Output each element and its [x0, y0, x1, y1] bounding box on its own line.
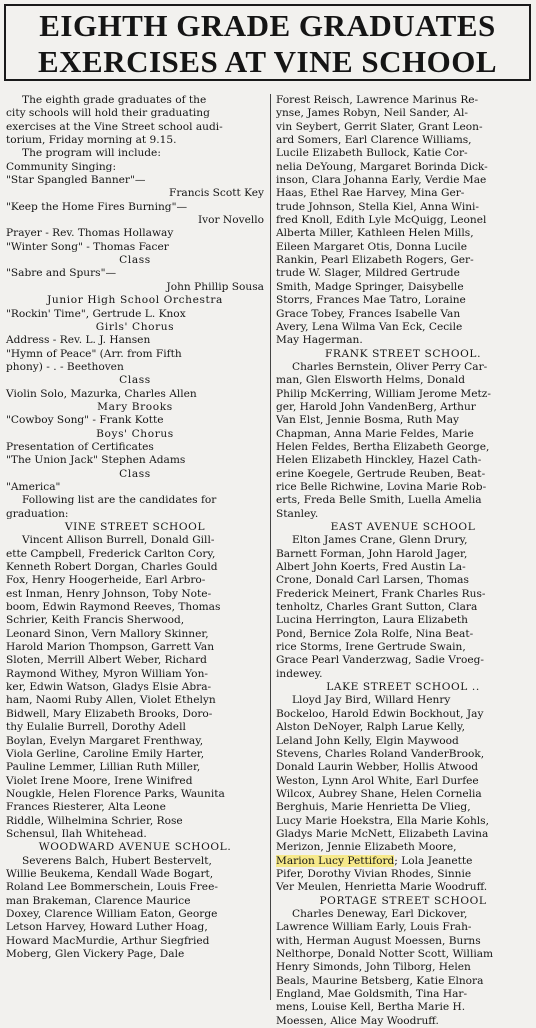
text-line: city schools will hold their graduating — [6, 107, 210, 120]
text-line: "Sabre and Spurs"— — [6, 267, 117, 280]
section-heading: VINE STREET SCHOOL — [64, 521, 206, 533]
text-line: Sloten, Merrill Albert Weber, Richard — [6, 654, 207, 667]
text-line: Frederick Meinert, Frank Charles Rus- — [276, 587, 486, 600]
text-line: Crone, Donald Carl Larsen, Thomas — [276, 574, 469, 587]
text-line: Donald Laurin Webber, Hollis Atwood — [276, 761, 479, 774]
text-line: vin Seybert, Gerrit Slater, Grant Leon- — [276, 120, 483, 133]
text-line: Violet Irene Moore, Irene Winifred — [6, 774, 193, 787]
text-line: Raymond Withey, Myron William Yon- — [6, 667, 208, 680]
text-line: man Brakeman, Clarence Maurice — [6, 894, 191, 907]
text-line: Viola Gerline, Caroline Emily Harter, — [6, 747, 205, 760]
text-line: Frances Riesterer, Alta Leone — [6, 801, 166, 814]
text-line: rice Belle Richwine, Lovina Marie Rob- — [276, 480, 487, 493]
text-line: graduation: — [6, 507, 69, 520]
text-line: The eighth grade graduates of the — [22, 94, 207, 106]
text-line: Doxey, Clarence William Eaton, George — [6, 907, 218, 920]
text-line: Riddle, Wilhelmina Schrier, Rose — [6, 814, 183, 827]
text-line: Fox, Henry Hoogerheide, Earl Arbro- — [6, 574, 206, 587]
text-line: Following list are the candidates for — [22, 494, 217, 507]
text-line: Marion Lucy Pettiford; Lola Jeanette — [276, 854, 473, 867]
text-line: Prayer - Rev. Thomas Hollaway — [6, 227, 174, 240]
text-line: Wilcox, Aubrey Shane, Helen Cornelia — [276, 787, 482, 800]
text-line: Schrier, Keith Francis Sherwood, — [6, 614, 185, 627]
section-heading: WOODWARD AVENUE SCHOOL. — [38, 841, 232, 854]
text-line: Gladys Marie McNett, Elizabeth Lavina — [276, 827, 489, 840]
text-line: rice Storms, Irene Gertrude Swain, — [276, 641, 466, 654]
text-line: Henry Simonds, John Tilborg, Helen — [276, 961, 471, 974]
text-line: Charles Deneway, Earl Dickover, — [292, 907, 468, 920]
text-line: Violin Solo, Mazurka, Charles Allen — [6, 387, 197, 400]
text-line: Kenneth Robert Dorgan, Charles Gould — [6, 561, 218, 574]
text-line: Lucina Herrington, Laura Elizabeth — [276, 614, 468, 627]
section-heading: EAST AVENUE SCHOOL — [330, 521, 476, 533]
section-heading: Class — [119, 254, 151, 267]
section-heading: Class — [119, 467, 151, 480]
text-line: indewey. — [276, 667, 323, 680]
text-line: Moessen, Alice May Woodruff. — [276, 1014, 439, 1027]
text-line: Harold Marion Thompson, Garrett Van — [6, 641, 215, 654]
text-line: Presentation of Certificates — [6, 440, 154, 453]
column-divider — [270, 94, 271, 1000]
text-line: Bockeloo, Harold Edwin Bockhout, Jay — [276, 707, 484, 720]
text-line: Bidwell, Mary Elizabeth Brooks, Doro- — [6, 707, 213, 720]
text-line: Lawrence William Early, Louis Frah- — [276, 921, 472, 934]
text-line: Ver Meulen, Henrietta Marie Woodruff. — [276, 881, 488, 894]
section-heading: Class — [119, 374, 151, 387]
text-line: "Keep the Home Fires Burning"— — [6, 200, 188, 213]
text-line: "Hymn of Peace" (Arr. from Fifth — [6, 347, 182, 360]
section-heading: Mary Brooks — [97, 400, 173, 413]
text-line: Berghuis, Marie Henrietta De Vlieg, — [276, 801, 471, 814]
text-line: Albert John Koerts, Fred Austin La- — [276, 561, 466, 574]
text-line: Boylan, Evelyn Margaret Frenthway, — [6, 734, 204, 747]
text-line: Lloyd Jay Bird, Willard Henry — [292, 694, 451, 707]
text-line: Helen Elizabeth Hinckley, Hazel Cath- — [276, 454, 482, 467]
text-line: Severens Balch, Hubert Bestervelt, — [22, 854, 212, 867]
text-line: Helen Feldes, Bertha Elizabeth George, — [276, 440, 490, 453]
text-line: Ivor Novello — [197, 214, 264, 227]
text-line: ynse, James Robyn, Neil Sander, Al- — [276, 107, 468, 120]
text-line: Eileen Margaret Otis, Donna Lucile — [276, 240, 468, 253]
left-column — [6, 94, 264, 1000]
text-line: erts, Freda Belle Smith, Luella Amelia — [276, 494, 482, 507]
highlighted-name: Marion Lucy Pettiford — [276, 854, 395, 867]
text-line: Alston DeNoyer, Ralph Larue Kelly, — [276, 721, 465, 734]
text-line: Stevens, Charles Roland VanderBrook, — [276, 747, 485, 760]
text-line: Forest Reisch, Lawrence Marinus Re- — [276, 94, 479, 106]
text-line: est Inman, Henry Johnson, Toby Note- — [6, 587, 212, 600]
text-line: Moberg, Glen Vickery Page, Dale — [6, 948, 185, 960]
text-line: Roland Lee Bommerschein, Louis Free- — [6, 881, 218, 894]
text-line: phony) - . - Beethoven — [6, 360, 124, 373]
text-line: trude W. Slager, Mildred Gertrude — [276, 267, 460, 280]
text-line: Storrs, Frances Mae Tatro, Loraine — [276, 294, 466, 307]
text-line: Philip McKerring, William Jerome Metz- — [276, 387, 491, 400]
headline-line-1: EIGHTH GRADE GRADUATES — [39, 8, 496, 43]
text-line: Lucile Elizabeth Bullock, Katie Cor- — [276, 147, 468, 160]
text-line: tenholtz, Charles Grant Sutton, Clara — [276, 601, 478, 614]
text-line: ette Campbell, Frederick Carlton Cory, — [6, 547, 216, 560]
text-line: erine Koegele, Gertrude Reuben, Beat- — [276, 467, 486, 480]
text-line: Smith, Madge Springer, Daisybelle — [276, 280, 464, 293]
text-line: Pond, Bernice Zola Rolfe, Nina Beat- — [276, 627, 474, 640]
text-line: Alberta Miller, Kathleen Helen Mills, — [276, 227, 474, 240]
text-line: Weston, Lynn Arol White, Earl Durfee — [276, 774, 479, 787]
text-line: Howard MacMurdie, Arthur Siegfried — [6, 934, 210, 947]
text-line: Barnett Forman, John Harold Jager, — [276, 547, 468, 560]
text-line: Van Elst, Jennie Bosma, Ruth May — [276, 414, 460, 427]
text-line: man, Glen Elsworth Helms, Donald — [276, 374, 466, 387]
section-heading: FRANK STREET SCHOOL. — [324, 347, 482, 360]
text-line: "Rockin' Time", Gertrude L. Knox — [6, 307, 186, 320]
text-line: trude Johnson, Stella Kiel, Anna Wini- — [276, 200, 480, 213]
text-line: Grace Tobey, Frances Isabelle Van — [276, 307, 461, 320]
text-line: "The Union Jack" Stephen Adams — [6, 454, 186, 467]
text-line: ham, Naomi Ruby Allen, Violet Ethelyn — [6, 694, 216, 707]
section-heading: Boys' Chorus — [96, 427, 174, 440]
text-line: boom, Edwin Raymond Reeves, Thomas — [6, 601, 221, 614]
text-line: ker, Edwin Watson, Gladys Elsie Abra- — [6, 681, 212, 694]
text-line: Willie Beukema, Kendall Wade Bogart, — [6, 867, 214, 880]
text-line: "America" — [6, 480, 61, 493]
text-line: Beals, Maurine Betsberg, Katie Elnora — [276, 974, 484, 987]
text-line: ard Somers, Earl Clarence Williams, — [276, 134, 472, 147]
text-line: with, Herman August Moessen, Burns — [276, 934, 481, 947]
text-line: Stanley. — [276, 507, 319, 520]
section-heading: Girls' Chorus — [95, 320, 175, 333]
text-line: "Winter Song" - Thomas Facer — [6, 240, 169, 253]
text-line: Vincent Allison Burrell, Donald Gill- — [22, 534, 215, 547]
headline-line-2: EXERCISES AT VINE SCHOOL — [37, 44, 498, 79]
text-line: Avery, Lena Wilma Van Eck, Cecile — [276, 320, 463, 333]
text-line: nelia DeYoung, Margaret Borinda Dick- — [276, 160, 488, 173]
text-line: Nougkle, Helen Florence Parks, Waunita — [6, 787, 225, 800]
right-column — [276, 94, 530, 1027]
text-line: Leonard Sinon, Vern Mallory Skinner, — [6, 627, 209, 640]
text-line: Grace Pearl Vanderzwag, Sadie Vroeg- — [276, 654, 484, 667]
text-line: fred Knoll, Edith Lyle McQuigg, Leonel — [276, 214, 487, 227]
section-heading: PORTAGE STREET SCHOOL — [319, 894, 487, 907]
text-line: John Phillip Sousa — [166, 280, 264, 293]
text-line: Schensul, Ilah Whitehead. — [6, 827, 147, 840]
section-heading: Junior High School Orchestra — [47, 294, 223, 307]
text-line: Merizon, Jennie Elizabeth Moore, — [276, 841, 457, 854]
text-line: Haas, Ethel Rae Harvey, Mina Ger- — [276, 187, 465, 200]
text-line: Charles Bernstein, Oliver Perry Car- — [292, 360, 488, 373]
text-line: "Cowboy Song" - Frank Kotte — [6, 414, 164, 427]
text-line: inson, Clara Johanna Early, Verdie Mae — [276, 174, 487, 187]
text-line: Elton James Crane, Glenn Drury, — [292, 534, 468, 547]
text-line: exercises at the Vine Street school audi- — [6, 120, 223, 133]
text-line: Chapman, Anna Marie Feldes, Marie — [276, 427, 474, 440]
text-line: torium, Friday morning at 9.15. — [6, 134, 177, 147]
text-line: mens, Louise Kell, Bertha Marie H. — [276, 1001, 466, 1014]
text-line: Lucy Marie Hoekstra, Ella Marie Kohls, — [276, 814, 489, 827]
text-line: Rankin, Pearl Elizabeth Rogers, Ger- — [276, 254, 474, 267]
text-line: England, Mae Goldsmith, Tina Har- — [276, 988, 468, 1001]
text-line: Pifer, Dorothy Vivian Rhodes, Sinnie — [276, 867, 472, 880]
text-line: Pauline Lemmer, Lillian Ruth Miller, — [6, 761, 201, 774]
text-line: "Star Spangled Banner"— — [6, 174, 146, 187]
text-line: ger, Harold John VandenBerg, Arthur — [276, 400, 476, 413]
text-line: thy Eulalie Burrell, Dorothy Adell — [6, 721, 186, 734]
text-line: Community Singing: — [6, 160, 117, 173]
text-line: Francis Scott Key — [168, 187, 264, 200]
headline-box — [4, 4, 531, 81]
text-line: Letson Harvey, Howard Luther Hoag, — [6, 921, 208, 934]
text-line: Nelthorpe, Donald Notter Scott, William — [276, 948, 494, 960]
text-line: May Hagerman. — [276, 334, 363, 347]
text-line: The program will include: — [22, 147, 161, 160]
text-line: Leland John Kelly, Elgin Maywood — [276, 734, 459, 747]
section-heading: LAKE STREET SCHOOL .. — [326, 681, 480, 694]
text-line: Address - Rev. L. J. Hansen — [6, 334, 151, 347]
